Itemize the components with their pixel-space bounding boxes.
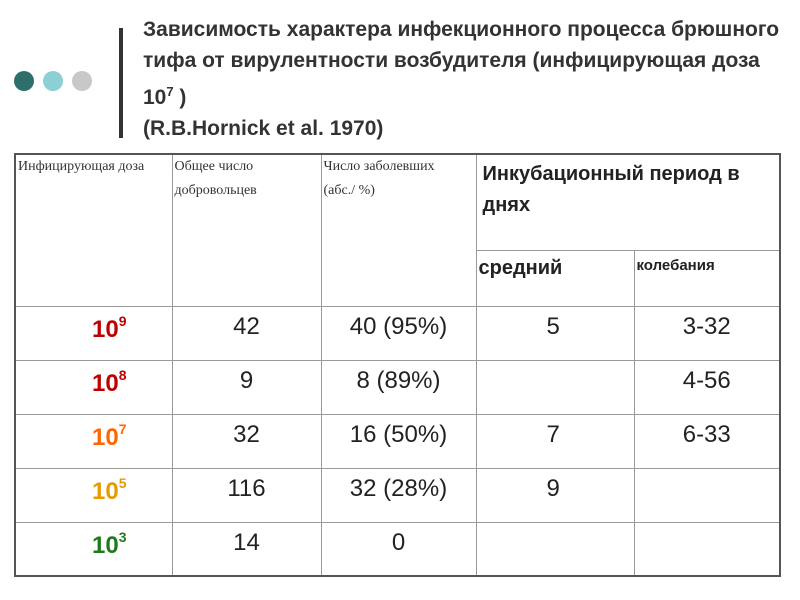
header-mean: средний	[476, 250, 634, 306]
table-row	[15, 306, 780, 360]
cell-volunteers: 32	[172, 414, 321, 468]
header-sick-units: (абс./ %)	[323, 183, 375, 198]
title-main: Зависимость характера инфекционного процесса брюшного тифа от вирулентности возбудителя (инфицирующая доза 10	[143, 18, 780, 109]
dose-exponent: 3	[118, 528, 127, 545]
cell-volunteers: 42	[172, 306, 321, 360]
slide-title	[143, 14, 783, 144]
dot-1	[14, 71, 34, 91]
cell-range: 6-33	[634, 414, 780, 468]
dose-exponent: 8	[118, 366, 127, 383]
table-row	[15, 414, 780, 468]
cell-range	[634, 522, 780, 576]
dose-base: 10	[92, 423, 119, 451]
cell-range	[634, 468, 780, 522]
cell-dose	[15, 360, 172, 414]
cell-dose	[15, 522, 172, 576]
cell-dose	[15, 306, 172, 360]
cell-volunteers: 9	[172, 360, 321, 414]
title-tail: )	[173, 86, 187, 109]
dot-2	[43, 71, 63, 91]
header-sick-label: Число заболевших	[323, 159, 435, 174]
cell-volunteers: 14	[172, 522, 321, 576]
cell-sick: 32 (28%)	[321, 468, 476, 522]
table-row	[15, 360, 780, 414]
cell-sick: 8 (89%)	[321, 360, 476, 414]
header-dose: Инфицирующая доза	[15, 154, 172, 306]
cell-mean: 9	[476, 468, 634, 522]
header-volunteers: Общее число добровольцев	[172, 154, 321, 306]
cell-mean	[476, 522, 634, 576]
dose-exponent: 5	[118, 474, 127, 491]
dose-base: 10	[92, 369, 119, 397]
dose-base: 10	[92, 531, 119, 559]
cell-sick: 40 (95%)	[321, 306, 476, 360]
data-table	[14, 153, 781, 577]
table-row	[15, 468, 780, 522]
table-row	[15, 522, 780, 576]
cell-mean: 5	[476, 306, 634, 360]
header-sick	[321, 154, 476, 306]
dose-base: 10	[92, 315, 119, 343]
title-exponent: 7	[166, 84, 174, 99]
cell-range: 3-32	[634, 306, 780, 360]
cell-range: 4-56	[634, 360, 780, 414]
title-reference: (R.B.Hornick et al. 1970)	[143, 117, 384, 140]
cell-mean: 7	[476, 414, 634, 468]
header-range: колебания	[634, 250, 780, 306]
cell-mean	[476, 360, 634, 414]
cell-sick: 0	[321, 522, 476, 576]
header-incubation: Инкубационный период в днях	[476, 154, 780, 250]
cell-volunteers: 116	[172, 468, 321, 522]
dose-exponent: 7	[118, 420, 127, 437]
dose-exponent: 9	[118, 312, 127, 329]
cell-dose	[15, 414, 172, 468]
dose-base: 10	[92, 477, 119, 505]
title-divider	[119, 28, 123, 138]
decorative-dots	[14, 71, 92, 91]
cell-sick: 16 (50%)	[321, 414, 476, 468]
cell-dose	[15, 468, 172, 522]
dot-3	[72, 71, 92, 91]
